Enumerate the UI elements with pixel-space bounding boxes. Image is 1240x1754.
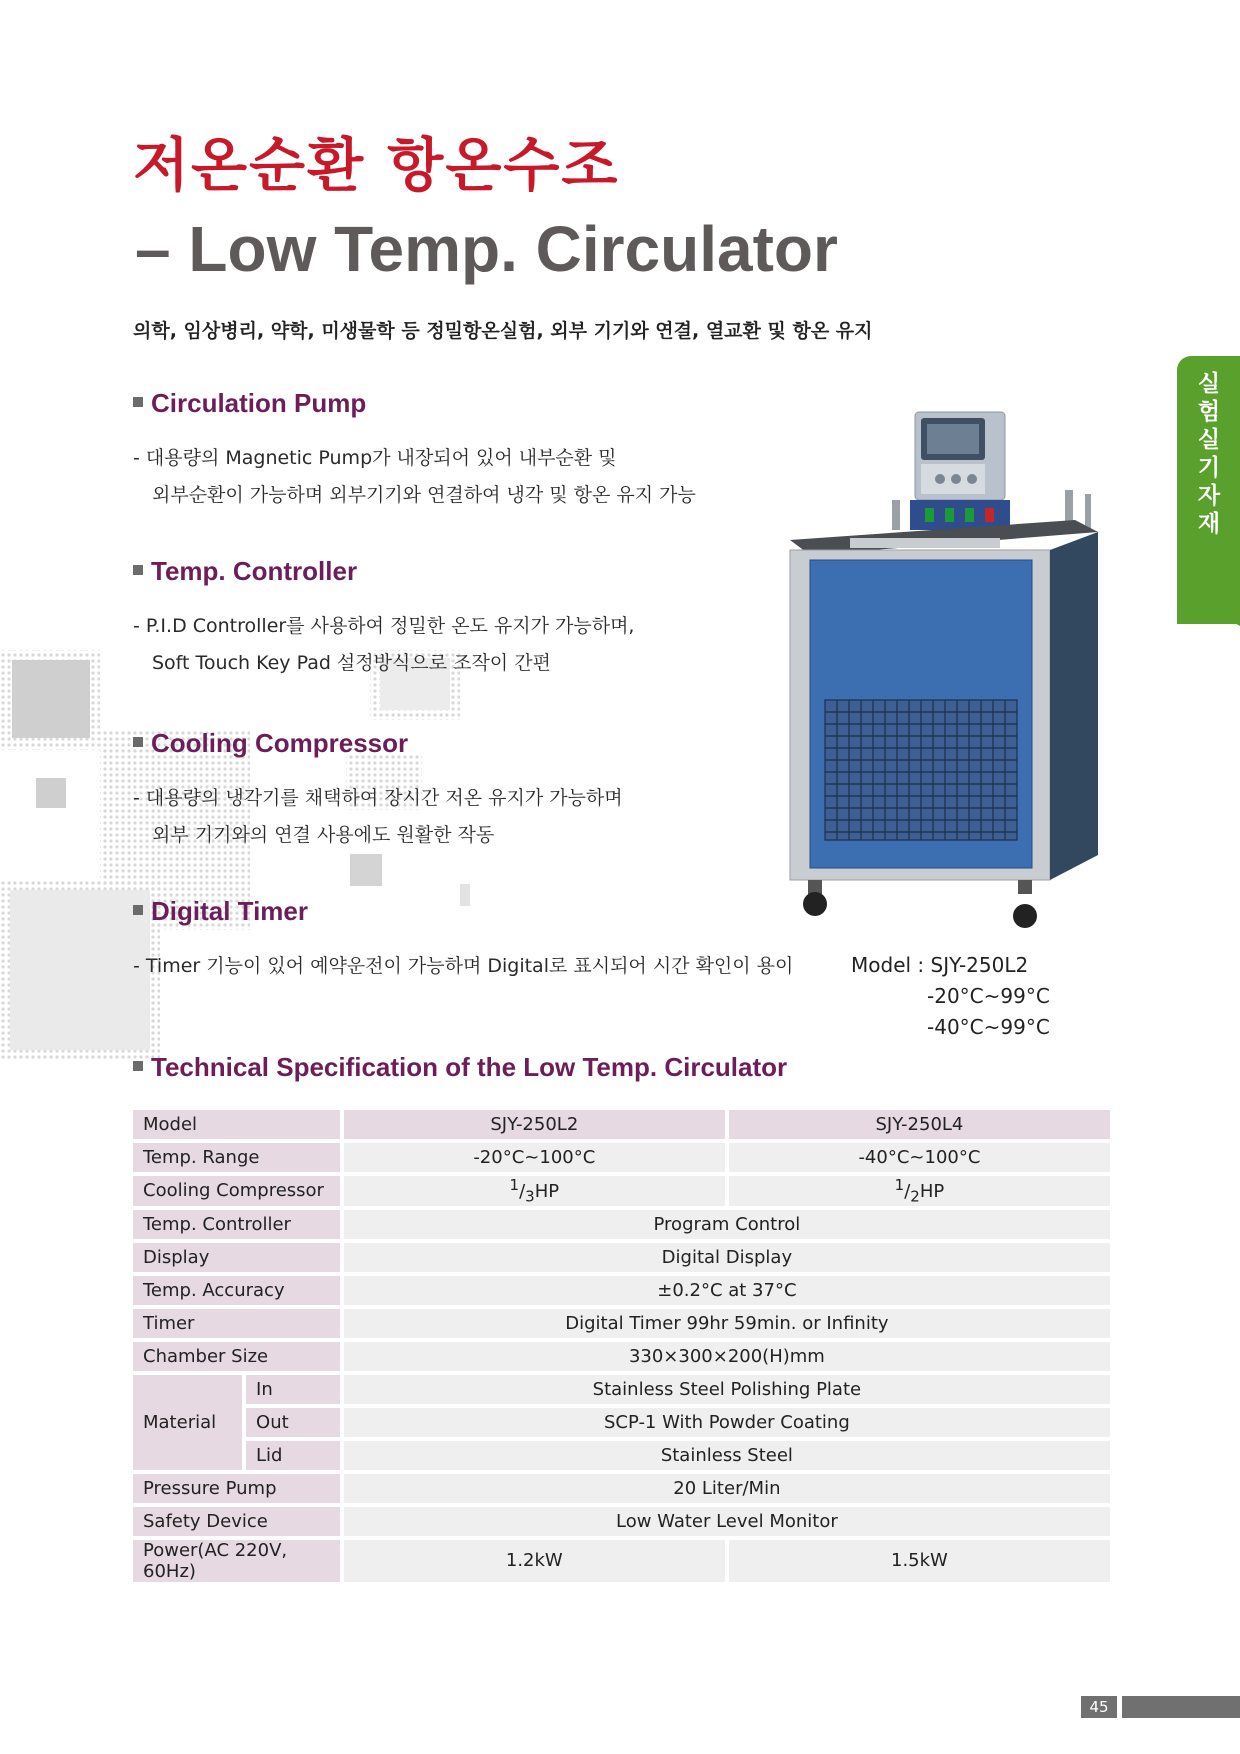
comp-a-cell: $^1/_3HP$ <box>344 1176 725 1206</box>
spec-table-heading: Technical Specification of the Low Temp. Circulator <box>133 1052 787 1083</box>
value-cell: Stainless Steel <box>344 1441 1110 1470</box>
sub-label: In <box>246 1375 340 1404</box>
row-label: Temp. Controller <box>133 1210 340 1239</box>
row-label: Power(AC 220V, 60Hz) <box>133 1540 340 1582</box>
bullet-square-icon <box>133 737 143 747</box>
table-row <box>133 1375 1110 1404</box>
value-cell: ±0.2°C at 37°C <box>344 1276 1110 1305</box>
value-cell: SCP-1 With Powder Coating <box>344 1408 1110 1437</box>
sub-label: Lid <box>246 1441 340 1470</box>
row-label: Display <box>133 1243 340 1272</box>
table-row <box>133 1110 1110 1139</box>
table-row <box>133 1309 1110 1338</box>
section-heading-temp-controller: Temp. Controller <box>133 556 357 587</box>
model-b-cell: SJY-250L4 <box>729 1110 1110 1139</box>
section-heading-digital-timer: Digital Timer <box>133 896 308 927</box>
section-body-digital-timer: - Timer 기능이 있어 예약운전이 가능하며 Digital로 표시되어 시간 확인이 용이 <box>133 955 794 977</box>
row-label-material: Material <box>133 1375 242 1470</box>
page-title-korean: 저온순환 항온수조 <box>133 131 620 199</box>
bullet-square-icon <box>133 565 143 575</box>
table-row <box>133 1276 1110 1305</box>
bullet-square-icon <box>133 905 143 915</box>
table-row <box>133 1408 1110 1437</box>
table-row <box>133 1507 1110 1536</box>
row-label: Safety Device <box>133 1507 340 1536</box>
row-label: Model <box>133 1110 340 1139</box>
model-info <box>851 950 1050 1043</box>
row-label: Chamber Size <box>133 1342 340 1371</box>
row-label: Temp. Range <box>133 1143 340 1172</box>
range-b-cell: -40°C~100°C <box>729 1143 1110 1172</box>
range-a-cell: -20°C~100°C <box>344 1143 725 1172</box>
row-label: Timer <box>133 1309 340 1338</box>
row-label: Pressure Pump <box>133 1474 340 1503</box>
value-cell: Digital Display <box>344 1243 1110 1272</box>
model-range-1: -20°C~99°C <box>927 984 1050 1008</box>
section-heading-cooling-compressor: Cooling Compressor <box>133 728 408 759</box>
section-body-temp-controller: - P.I.D Controller를 사용하여 정밀한 온도 유지가 가능하며, Soft Touch Key Pad 설정방식으로 조작이 간편 <box>133 615 635 674</box>
row-label: Cooling Compressor <box>133 1176 340 1206</box>
power-b-cell: 1.5kW <box>729 1540 1110 1582</box>
value-cell: Low Water Level Monitor <box>344 1507 1110 1536</box>
section-body-circulation-pump: - 대용량의 Magnetic Pump가 내장되어 있어 내부순환 및 외부순환이 가능하며 외부기기와 연결하여 냉각 및 항온 유지 가능 <box>133 447 696 506</box>
model-label: Model : SJY-250L2 <box>851 953 1029 977</box>
table-row <box>133 1474 1110 1503</box>
model-range-2: -40°C~99°C <box>927 1015 1050 1039</box>
sub-label: Out <box>246 1408 340 1437</box>
value-cell: 330×300×200(H)mm <box>344 1342 1110 1371</box>
section-heading-circulation-pump: Circulation Pump <box>133 388 366 419</box>
spec-table <box>129 1106 1114 1586</box>
table-row <box>133 1441 1110 1470</box>
table-row <box>133 1243 1110 1272</box>
model-a-cell: SJY-250L2 <box>344 1110 725 1139</box>
table-row <box>133 1540 1110 1582</box>
row-label: Temp. Accuracy <box>133 1276 340 1305</box>
page-subtitle: 의학, 임상병리, 약학, 미생물학 등 정밀항온실험, 외부 기기와 연결, 열교환 및 항온 유지 <box>133 320 873 342</box>
side-tab-tail <box>1177 590 1240 626</box>
value-cell: Stainless Steel Polishing Plate <box>344 1375 1110 1404</box>
page-title-english: – Low Temp. Circulator <box>135 213 838 285</box>
table-row <box>133 1342 1110 1371</box>
power-a-cell: 1.2kW <box>344 1540 725 1582</box>
side-tab-label: 실험실 기자재 <box>1197 371 1221 537</box>
table-row <box>133 1210 1110 1239</box>
table-row <box>133 1143 1110 1172</box>
value-cell: Digital Timer 99hr 59min. or Infinity <box>344 1309 1110 1338</box>
bullet-square-icon <box>133 1061 143 1071</box>
page-footer-bar <box>1122 1696 1240 1718</box>
circulator-product-image <box>780 400 1110 940</box>
value-cell: 20 Liter/Min <box>344 1474 1110 1503</box>
comp-b-cell: $^1/_2HP$ <box>729 1176 1110 1206</box>
value-cell: Program Control <box>344 1210 1110 1239</box>
bullet-square-icon <box>133 397 143 407</box>
table-row <box>133 1176 1110 1206</box>
section-body-cooling-compressor: - 대용량의 냉각기를 채택하여 장시간 저온 유지가 가능하며 외부 기기와의 연결 사용에도 원활한 작동 <box>133 787 623 846</box>
page-number: 45 <box>1081 1696 1117 1718</box>
